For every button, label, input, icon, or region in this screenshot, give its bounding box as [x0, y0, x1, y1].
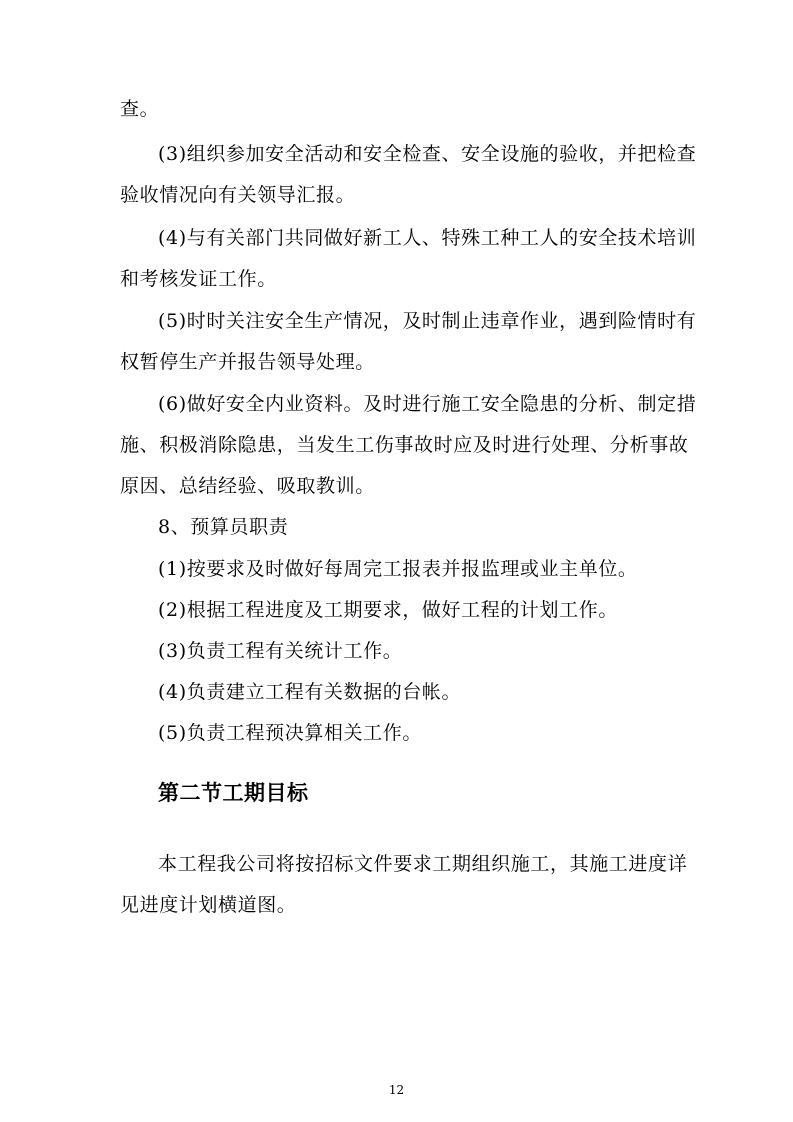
- list-item: (1)按要求及时做好每周完工报表并报监理或业主单位。: [158, 558, 638, 580]
- paragraph-line: (3)组织参加安全活动和安全检查、安全设施的验收，并把检查: [158, 143, 697, 165]
- paragraph-line: 和考核发证工作。: [120, 268, 277, 290]
- list-item: (4)负责建立工程有关数据的台帐。: [158, 681, 462, 703]
- paragraph-line: 查。: [120, 98, 160, 120]
- paragraph-line: 施、积极消除隐患，当发生工伤事故时应及时进行处理、分析事故: [120, 434, 689, 456]
- paragraph-line: 验收情况向有关领导汇报。: [120, 184, 356, 206]
- page-number: 12: [388, 1083, 405, 1097]
- section-heading: 第二节工期目标: [158, 781, 309, 805]
- list-item: (2)根据工程进度及工期要求，做好工程的计划工作。: [158, 599, 618, 621]
- paragraph-line: (6)做好安全内业资料。及时进行施工安全隐患的分析、制定措: [158, 393, 697, 415]
- paragraph-line: (5)时时关注安全生产情况，及时制止违章作业，遇到险情时有: [158, 310, 697, 332]
- list-item: (5)负责工程预决算相关工作。: [158, 722, 422, 744]
- paragraph-line: 本工程我公司将按招标文件要求工期组织施工，其施工进度详: [158, 853, 688, 875]
- paragraph-line: 权暂停生产并报告领导处理。: [120, 351, 375, 373]
- paragraph-line: (4)与有关部门共同做好新工人、特殊工种工人的安全技术培训: [158, 227, 697, 249]
- list-item: (3)负责工程有关统计工作。: [158, 640, 403, 662]
- paragraph-line: 原因、总结经验、吸取教训。: [120, 475, 375, 497]
- paragraph-line: 见进度计划横道图。: [120, 894, 297, 916]
- subsection-title: 8、预算员职责: [158, 516, 289, 538]
